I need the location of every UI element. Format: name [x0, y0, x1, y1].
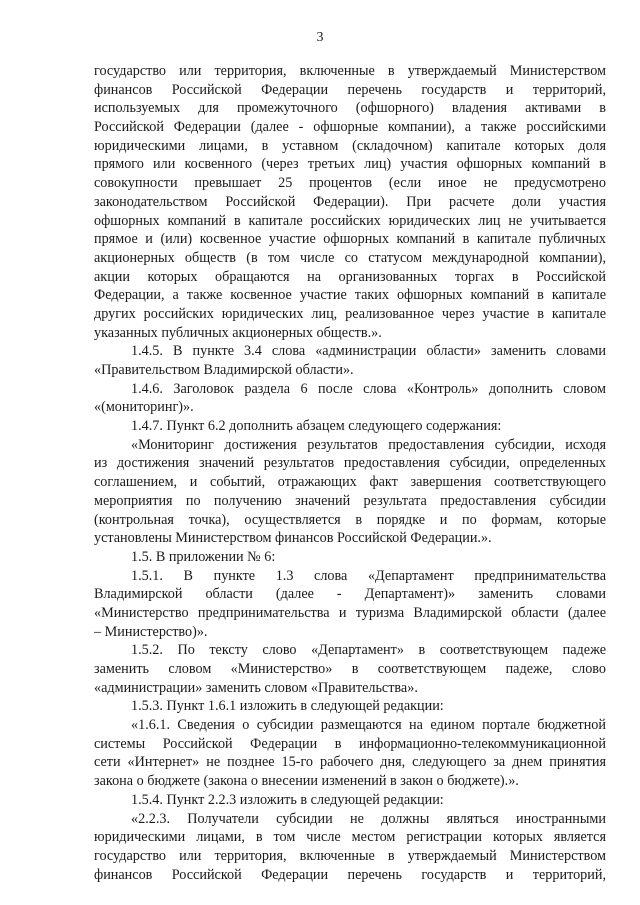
- text-line: 1.5.2. По тексту слово «Департамент» в соответствующем падеже: [131, 642, 606, 659]
- page-number: 3: [316, 30, 324, 45]
- text-line: «1.6.1. Сведения о субсидии размещаются на едином портале бюджетной: [131, 717, 606, 734]
- text-line: акционерных обществ (в том числе со статусом международной компании),: [94, 249, 606, 266]
- text-line: сети «Интернет» не позднее 15-го рабочего дня, следующего за днем принятия: [94, 754, 606, 771]
- text-line: государство или территория, включенные в утверждаемый Министерством: [94, 63, 606, 79]
- text-line: законодательством Российской Федерации). При расчете доли участия: [94, 193, 606, 210]
- text-line: совокупности превышает 25 процентов (если иное не предусмотрено: [94, 175, 606, 192]
- text-line: (контрольная точка), осуществляется в порядке и по формам, которые: [94, 511, 606, 528]
- text-line: юридическими лицами, в том числе местом регистрации которых является: [94, 829, 606, 846]
- text-line: установлены Министерством финансов Российской Федерации.».: [94, 530, 492, 547]
- text-line: 1.5.4. Пункт 2.2.3 изложить в следующей редакции:: [131, 791, 444, 808]
- text-line: Владимирской области (далее - Департамент)» заменить словами: [94, 586, 606, 603]
- text-line: используемых для промежуточного (офшорного) владения активами в: [94, 100, 606, 117]
- text-line: указанных публичных акционерных обществ.».: [94, 324, 382, 341]
- text-line: закона о бюджете (закона о внесении изменений в закон о бюджете).».: [94, 773, 519, 790]
- text-line: 1.5. В приложении № 6:: [131, 548, 276, 565]
- text-line: «Мониторинг достижения результатов предоставления субсидии, исходя: [131, 436, 606, 453]
- document-body: [94, 62, 606, 884]
- text-line: «(мониторинг)».: [94, 399, 194, 416]
- text-line: юридическими лицами, в уставном (складочном) капитале которых доля: [94, 137, 606, 154]
- text-line: финансов Российской Федерации перечень государств и территорий,: [94, 81, 606, 98]
- text-line: 1.4.7. Пункт 6.2 дополнить абзацем следующего содержания:: [131, 418, 502, 435]
- text-line: акции которых обращаются на организованных торгах в Российской: [94, 268, 606, 285]
- text-line: 1.5.3. Пункт 1.6.1 изложить в следующей редакции:: [131, 698, 444, 715]
- text-line: 1.5.1. В пункте 1.3 слова «Департамент предпринимательства: [131, 567, 606, 584]
- text-line: «Министерство предпринимательства и туризма Владимирской области (далее: [94, 604, 606, 621]
- text-line: соглашением, и событий, отражающих факт завершения соответствующего: [94, 474, 606, 491]
- text-line: Российской Федерации (далее - офшорные компании), а также российскими: [94, 119, 606, 136]
- text-line: финансов Российской Федерации перечень государств и территорий,: [94, 866, 606, 883]
- text-line: из достижения значений результатов предоставления субсидии, определенных: [94, 455, 606, 472]
- text-line: системы Российской Федерации в информационно-телекоммуникационной: [94, 735, 606, 752]
- text-line: «2.2.3. Получатели субсидии не должны являться иностранными: [131, 810, 606, 827]
- text-line: других российских юридических лиц, реализованное через участие в капитале: [94, 305, 606, 322]
- text-line: Федерации, а также косвенное участие таких офшорных компаний в капитале: [94, 287, 606, 304]
- text-line: мероприятия по получению значений результата предоставления субсидии: [94, 492, 606, 509]
- text-line: прямого или косвенного (через третьих лиц) участия офшорных компаний в: [94, 156, 606, 173]
- text-line: – Министерство)».: [94, 623, 208, 640]
- text-line: 1.4.6. Заголовок раздела 6 после слова «Контроль» дополнить словом: [131, 380, 606, 397]
- text-line: прямое и (или) косвенное участие офшорных компаний в капитале публичных: [94, 231, 606, 248]
- text-line: «Правительством Владимирской области».: [94, 362, 354, 378]
- text-line: государство или территория, включенные в утверждаемый Министерством: [94, 847, 606, 864]
- text-line: 1.4.5. В пункте 3.4 слова «администрации области» заменить словами: [131, 343, 606, 360]
- text-line: офшорных компаний в капитале российских юридических лиц не учитывается: [94, 212, 606, 229]
- text-line: «администрации» заменить словом «Правительства».: [94, 679, 418, 696]
- text-line: заменить словом «Министерство» в соответствующем падеже, слово: [94, 661, 606, 677]
